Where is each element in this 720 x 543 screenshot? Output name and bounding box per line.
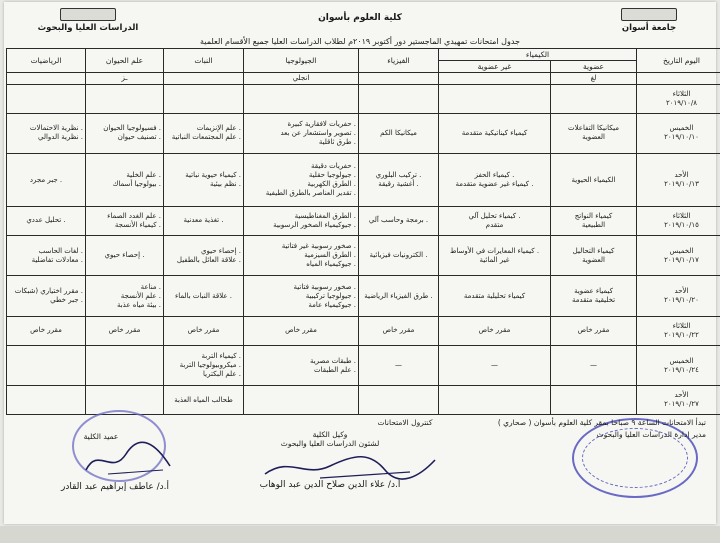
course-name: كيمياء كيناتيكية متقدمة — [461, 128, 528, 137]
cell-inorganic — [439, 235, 551, 276]
label-cell-math — [7, 73, 86, 85]
course-name: . كيمياء تحليل آلي — [468, 211, 521, 220]
course-name: . حفريات دقيقة — [311, 162, 356, 171]
cell-organic — [551, 85, 637, 114]
day-date-cell — [637, 207, 720, 236]
course-name: . مقرر اختياري (شبكات — [14, 287, 83, 296]
cell-geology — [244, 386, 359, 415]
course-name: . بيئة مياه عذبة — [116, 300, 161, 309]
cell-inorganic — [439, 207, 551, 236]
course-name: . علم الخلية — [126, 171, 161, 180]
table-row — [7, 113, 720, 154]
course-name: . تركيب البلوري — [375, 171, 422, 180]
day-name: الخميس — [669, 356, 694, 365]
course-name: ميكانيكا الكم — [380, 128, 417, 137]
vice-dean-title: وكيل الكلية — [312, 430, 348, 439]
course-name: . كيمياء الحفز — [474, 171, 515, 180]
botany-header: النبات — [164, 49, 244, 73]
course-name: تخليقية متقدمة — [571, 296, 616, 305]
cell-geology — [244, 317, 359, 346]
course-name: . جيوكيمياء الصخور الرسوبية — [273, 220, 356, 229]
exam-date: ٢٠١٩/١٠/٢٢ — [664, 330, 699, 339]
course-name: طحالب المياه العذبة — [174, 395, 233, 404]
scan-bottom-margin — [0, 526, 720, 543]
table-row — [7, 154, 720, 207]
exam-date: ٢٠١٩/١٠/٢٧ — [664, 400, 699, 409]
course-name: . تحليل عددي — [26, 216, 66, 225]
exam-date: ٢٠١٩/١٠/١٧ — [664, 255, 699, 264]
day-name: الأحد — [674, 171, 689, 180]
cell-math — [7, 345, 86, 386]
course-name: مقرر خاص — [108, 326, 141, 335]
course-name: — — [395, 361, 402, 370]
cell-botany — [164, 317, 244, 346]
cell-botany — [164, 345, 244, 386]
university-name: جامعة أسوان — [621, 23, 677, 33]
day-name: الخميس — [669, 246, 694, 255]
schedule-body — [7, 85, 720, 415]
course-name: مقرر خاص — [382, 326, 415, 335]
course-name: . إحصاء حيوي — [201, 246, 241, 255]
day-date-cell — [637, 85, 720, 114]
course-name: . الكترونيات فيزيائية — [369, 251, 428, 260]
day-date-cell — [637, 154, 720, 207]
course-name: . ميكروبيولوجيا التربة — [179, 361, 241, 370]
course-name: الكيمياء الحيوية — [571, 175, 616, 184]
cell-math — [7, 317, 86, 346]
cell-botany — [164, 154, 244, 207]
exam-date: ٢٠١٩/١٠/٢٤ — [664, 365, 699, 374]
course-name: . علاقة العائل بالطفيل — [176, 255, 241, 264]
course-name: . تصوير واستشعار عن بعد — [280, 128, 356, 137]
course-name: . تصنيف حيوان — [117, 133, 161, 142]
exam-schedule-table — [6, 48, 720, 415]
course-name: — — [491, 361, 498, 370]
course-name: . جيوكيمياء المياه — [306, 260, 356, 269]
university-logo — [621, 8, 677, 21]
cell-inorganic — [439, 276, 551, 317]
cell-botany — [164, 276, 244, 317]
exam-date: ٢٠١٩/١٠/١٥ — [664, 220, 699, 229]
exam-date: ٢٠١٩/١٠/١٠ — [664, 133, 699, 142]
day-name: الخميس — [669, 124, 694, 133]
course-name: غير المائية — [479, 255, 510, 264]
course-name: . نظرية الاحتمالات — [29, 124, 83, 133]
course-name: . نظم بيئية — [209, 180, 241, 189]
day-date-cell — [637, 317, 720, 346]
course-name: . علم الطبقات — [313, 365, 356, 374]
cell-math — [7, 113, 86, 154]
exam-date: ٢٠١٩/١٠/٨ — [665, 98, 698, 107]
course-name: . جبر خطي — [50, 296, 83, 305]
course-name: . الطرق الكهربية — [307, 180, 356, 189]
course-name: . برمجة وحاسب آلي — [368, 216, 429, 225]
course-name: متقدم — [485, 220, 504, 229]
cell-inorganic — [439, 85, 551, 114]
course-name: . كيمياء غير عضوية متقدمة — [455, 180, 534, 189]
cell-botany — [164, 386, 244, 415]
table-row — [7, 85, 720, 114]
course-name: . علاقة النبات بالماء — [174, 291, 233, 300]
cell-botany — [164, 235, 244, 276]
course-name: مقرر خاص — [577, 326, 610, 335]
cell-inorganic — [439, 317, 551, 346]
course-name: . طبقات مصرية — [309, 356, 356, 365]
day-date-cell — [637, 113, 720, 154]
course-name: مقرر خاص — [285, 326, 317, 335]
vice-dean-subtitle: لشئون الدراسات العليا والبحوث — [280, 439, 380, 448]
dean-signature — [78, 440, 178, 480]
cell-math — [7, 85, 86, 114]
day-name: الثلاثاء — [672, 89, 691, 98]
label-cell-geology: انجلي — [244, 73, 359, 85]
day-date-cell — [637, 276, 720, 317]
course-name: الطبيعية — [581, 220, 606, 229]
course-name: كيمياء النواتج — [574, 211, 613, 220]
course-name: . تغذية معدنية — [183, 216, 224, 225]
exam-date: ٢٠١٩/١٠/١٣ — [664, 180, 699, 189]
cell-inorganic — [439, 154, 551, 207]
course-name: . جيوكيمياء عامة — [308, 300, 356, 309]
label-cell-physics — [359, 73, 439, 85]
course-name: . علم الإنزيمات — [196, 124, 241, 133]
course-name: . علم الأنسجة — [120, 291, 161, 300]
course-name: ميكانيكا التفاعلات — [568, 124, 619, 133]
cell-organic — [551, 345, 637, 386]
day-name: الأحد — [674, 391, 689, 400]
label-cell-inorganic — [439, 73, 551, 85]
graduate-director-title: مدير إدارة الدراسات العليا والبحوث — [596, 430, 706, 439]
cell-geology — [244, 235, 359, 276]
cell-botany — [164, 113, 244, 154]
label-cell-organic: لغ — [551, 73, 637, 85]
table-row — [7, 207, 720, 236]
cell-organic — [551, 113, 637, 154]
table-row — [7, 345, 720, 386]
label-cell-day — [637, 73, 720, 85]
vice-dean-block — [250, 430, 410, 448]
course-name: . علم الغدد الصماء — [107, 211, 161, 220]
course-name: . علم المجتمعات النباتية — [171, 133, 241, 142]
cell-inorganic — [439, 113, 551, 154]
cell-botany — [164, 207, 244, 236]
cell-math — [7, 207, 86, 236]
vice-dean-signature — [260, 448, 440, 484]
course-name: . حفريات لافقارية كبيرة — [287, 119, 356, 128]
course-name: مقرر خاص — [478, 326, 511, 335]
course-name: العضوية — [582, 255, 605, 264]
course-name: . فسيولوجيا الحيوان — [103, 124, 161, 133]
course-name: . طرق الفيزياء الرياضية — [364, 291, 433, 300]
label-row — [7, 73, 720, 85]
cell-geology — [244, 85, 359, 114]
cell-zoology — [86, 85, 164, 114]
cell-zoology — [86, 207, 164, 236]
cell-zoology — [86, 276, 164, 317]
cell-zoology — [86, 317, 164, 346]
course-name: — — [590, 361, 597, 370]
vice-dean-name: أ.د/ علاء الدين صلاح الدين عبد الوهاب — [259, 480, 401, 490]
course-name: . إحصاء حيوي — [104, 251, 145, 260]
course-name: . جبر مجرد — [29, 175, 63, 184]
cell-zoology — [86, 235, 164, 276]
day-name: الثلاثاء — [672, 321, 691, 330]
cell-math — [7, 235, 86, 276]
cell-organic — [551, 207, 637, 236]
dean-name: أ.د/ عاطف إبراهيم عبد القادر — [60, 482, 170, 492]
course-name: . أغشية رقيقة — [378, 180, 419, 189]
cell-math — [7, 154, 86, 207]
cell-physics — [359, 386, 439, 415]
header-row-1 — [7, 49, 720, 61]
cell-botany — [164, 85, 244, 114]
course-name: كيمياء عضوية — [574, 287, 613, 296]
cell-organic — [551, 317, 637, 346]
exam-time-note: تبدأ الامتحانات الساعة ٩ صباحا بمقر كلية العلوم بأسوان ( صحاري ) — [497, 418, 706, 427]
table-row — [7, 317, 720, 346]
cell-physics — [359, 276, 439, 317]
cell-zoology — [86, 113, 164, 154]
cell-math — [7, 276, 86, 317]
exam-date: ٢٠١٩/١٠/٢٠ — [664, 296, 699, 305]
inorganic-header: غير عضوية — [439, 61, 551, 73]
university-header — [594, 8, 704, 33]
course-name: . نظرية الدوالي — [38, 133, 83, 142]
cell-physics — [359, 235, 439, 276]
physics-header: الفيزياء — [359, 49, 439, 73]
day-name: الأحد — [674, 287, 689, 296]
course-name: مقرر خاص — [30, 326, 62, 335]
course-name: . علم البكتريا — [203, 370, 241, 379]
course-name: . كيمياء حيوية نباتية — [185, 171, 241, 180]
cell-geology — [244, 113, 359, 154]
cell-physics — [359, 317, 439, 346]
course-name: . كيمياء التربة — [201, 352, 241, 361]
cell-organic — [551, 154, 637, 207]
cell-inorganic — [439, 386, 551, 415]
cell-math — [7, 386, 86, 415]
course-name: . كيمياء الأنسجة — [114, 220, 161, 229]
cell-organic — [551, 276, 637, 317]
day-date-cell — [637, 345, 720, 386]
course-name: . صخور رسوبية غير فتاتية — [281, 242, 356, 251]
math-header: الرياضيات — [7, 49, 86, 73]
cell-physics — [359, 207, 439, 236]
cell-physics — [359, 154, 439, 207]
course-name: . بيولوجيا أسماك — [112, 180, 161, 189]
course-name: . تقدير العناصر بالطرق الطيفية — [265, 189, 356, 198]
course-name: . لغات الحاسب — [38, 246, 83, 255]
label-cell-zoology: ـز — [86, 73, 164, 85]
course-name: . طرق ثاقلية — [318, 137, 356, 146]
day-date-cell — [637, 235, 720, 276]
cell-geology — [244, 276, 359, 317]
cell-geology — [244, 345, 359, 386]
cell-geology — [244, 154, 359, 207]
label-cell-botany — [164, 73, 244, 85]
course-name: العضوية — [582, 133, 605, 142]
course-name: كيمياء التحاليل — [572, 246, 615, 255]
day-date-cell — [637, 386, 720, 415]
cell-physics — [359, 113, 439, 154]
course-name: كيمياء تحليلية متقدمة — [463, 291, 526, 300]
cell-inorganic — [439, 345, 551, 386]
course-name: . معادلات تفاضلية — [31, 255, 83, 264]
cell-zoology — [86, 154, 164, 207]
table-row — [7, 235, 720, 276]
cell-geology — [244, 207, 359, 236]
zoology-header: علم الحيوان — [86, 49, 164, 73]
course-name: . مناعة — [140, 282, 161, 291]
graduate-studies-label: الدراسات العليا والبحوث — [37, 23, 139, 33]
organic-header: عضوية — [551, 61, 637, 73]
course-name: . كيمياء المعايرات في الأوساط — [449, 246, 540, 255]
day-date-header: اليوم التاريخ — [637, 49, 720, 73]
course-name: مقرر خاص — [187, 326, 220, 335]
chemistry-header: الكيمياء — [439, 49, 637, 61]
course-name: . الطرق السيزمية — [304, 251, 356, 260]
cell-physics — [359, 345, 439, 386]
cell-physics — [359, 85, 439, 114]
dean-title: عميد الكلية — [83, 432, 119, 441]
cell-organic — [551, 386, 637, 415]
course-name: . صخور رسوبية فتاتية — [293, 282, 356, 291]
cell-zoology — [86, 345, 164, 386]
course-name: . الطرق المغناطيسية — [294, 211, 356, 220]
table-row — [7, 276, 720, 317]
faculty-name: كلية العلوم بأسوان — [318, 13, 402, 23]
geology-header: الجيولوجيا — [244, 49, 359, 73]
document-title: جدول امتحانات تمهيدي الماجستير دور أكتوبر ٢٠١٩م لطلاب الدراسات العليا جميع الأقسام العلمية — [200, 37, 520, 46]
exam-control-label: كنترول الامتحانات — [377, 418, 433, 427]
day-name: الثلاثاء — [672, 211, 691, 220]
cell-organic — [551, 235, 637, 276]
course-name: . جيولوجيا تركيبية — [305, 291, 356, 300]
course-name: . جيولوجيا حقلية — [308, 171, 356, 180]
